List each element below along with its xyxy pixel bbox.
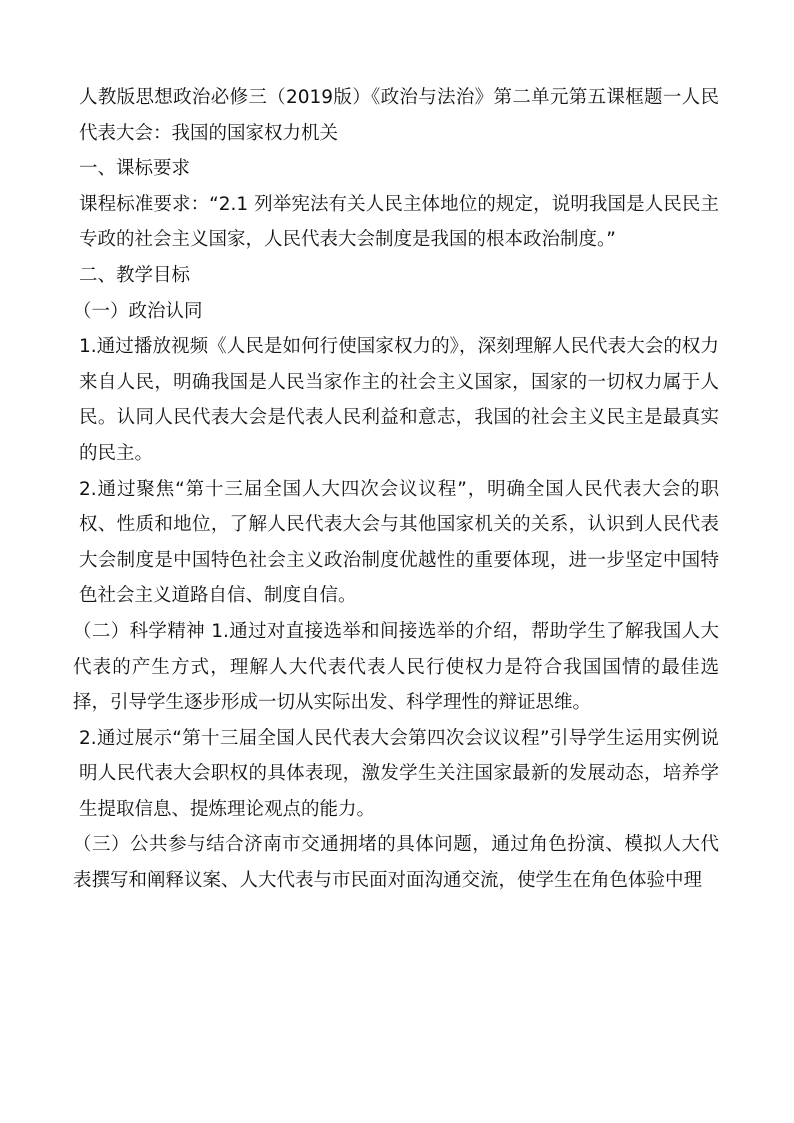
section-heading-objectives: 二、教学目标 (79, 264, 191, 286)
paragraph-curriculum-standard: 课程标准要求：“2.1 列举宪法有关人民主体地位的规定，说明我国是人民民主专政的社会主义国家，人民代表大会制度是我国的根本政治制度。” (79, 193, 719, 251)
section-heading-curriculum: 一、课标要求 (79, 158, 191, 180)
subheading-political-identity: （一）政治认同 (73, 300, 203, 322)
paragraph-objective-3: 2.通过展示“第十三届全国人民代表大会第四次会议议程”引导学生运用实例说明人民代表大会职权的具体表现，激发学生关注国家最新的发展动态，培养学生提取信息、提炼理论观点的能力。 (79, 727, 719, 820)
paragraph-objective-1: 1.通过播放视频《人民是如何行使国家权力的》，深刻理解人民代表大会的权力来自人民，明确我国是人民当家作主的社会主义国家，国家的一切权力属于人民。认同人民代表大会是代表人民利益和意志，我国的社会主义民主是最真实的民主。 (79, 336, 719, 464)
paragraph-objective-2: 2.通过聚焦“第十三届全国人大四次会议议程”，明确全国人民代表大会的职权、性质和地位，了解人民代表大会与其他国家机关的关系，认识到人民代表大会制度是中国特色社会主义政治制度优越性的重要体现，进一步坚定中国特色社会主义道路自信、制度自信。 (79, 478, 719, 607)
paragraph-public-participation: （三）公共参与结合济南市交通拥堵的具体问题，通过角色扮演、模拟人大代表撰写和阐释议案、人大代表与市民面对面沟通交流，使学生在角色体验中理 (73, 834, 719, 892)
document-title: 人教版思想政治必修三（2019版）《政治与法治》第二单元第五课框题一人民代表大会：我国的国家权力机关 (79, 87, 719, 144)
document-body (73, 80, 719, 899)
paragraph-scientific-spirit: （二）科学精神 1.通过对直接选举和间接选举的介绍，帮助学生了解我国人大代表的产生方式，理解人大代表代表人民行使权力是符合我国国情的最佳选择，引导学生逐步形成一切从实际出发、科学理性的辩证思维。 (73, 620, 719, 714)
